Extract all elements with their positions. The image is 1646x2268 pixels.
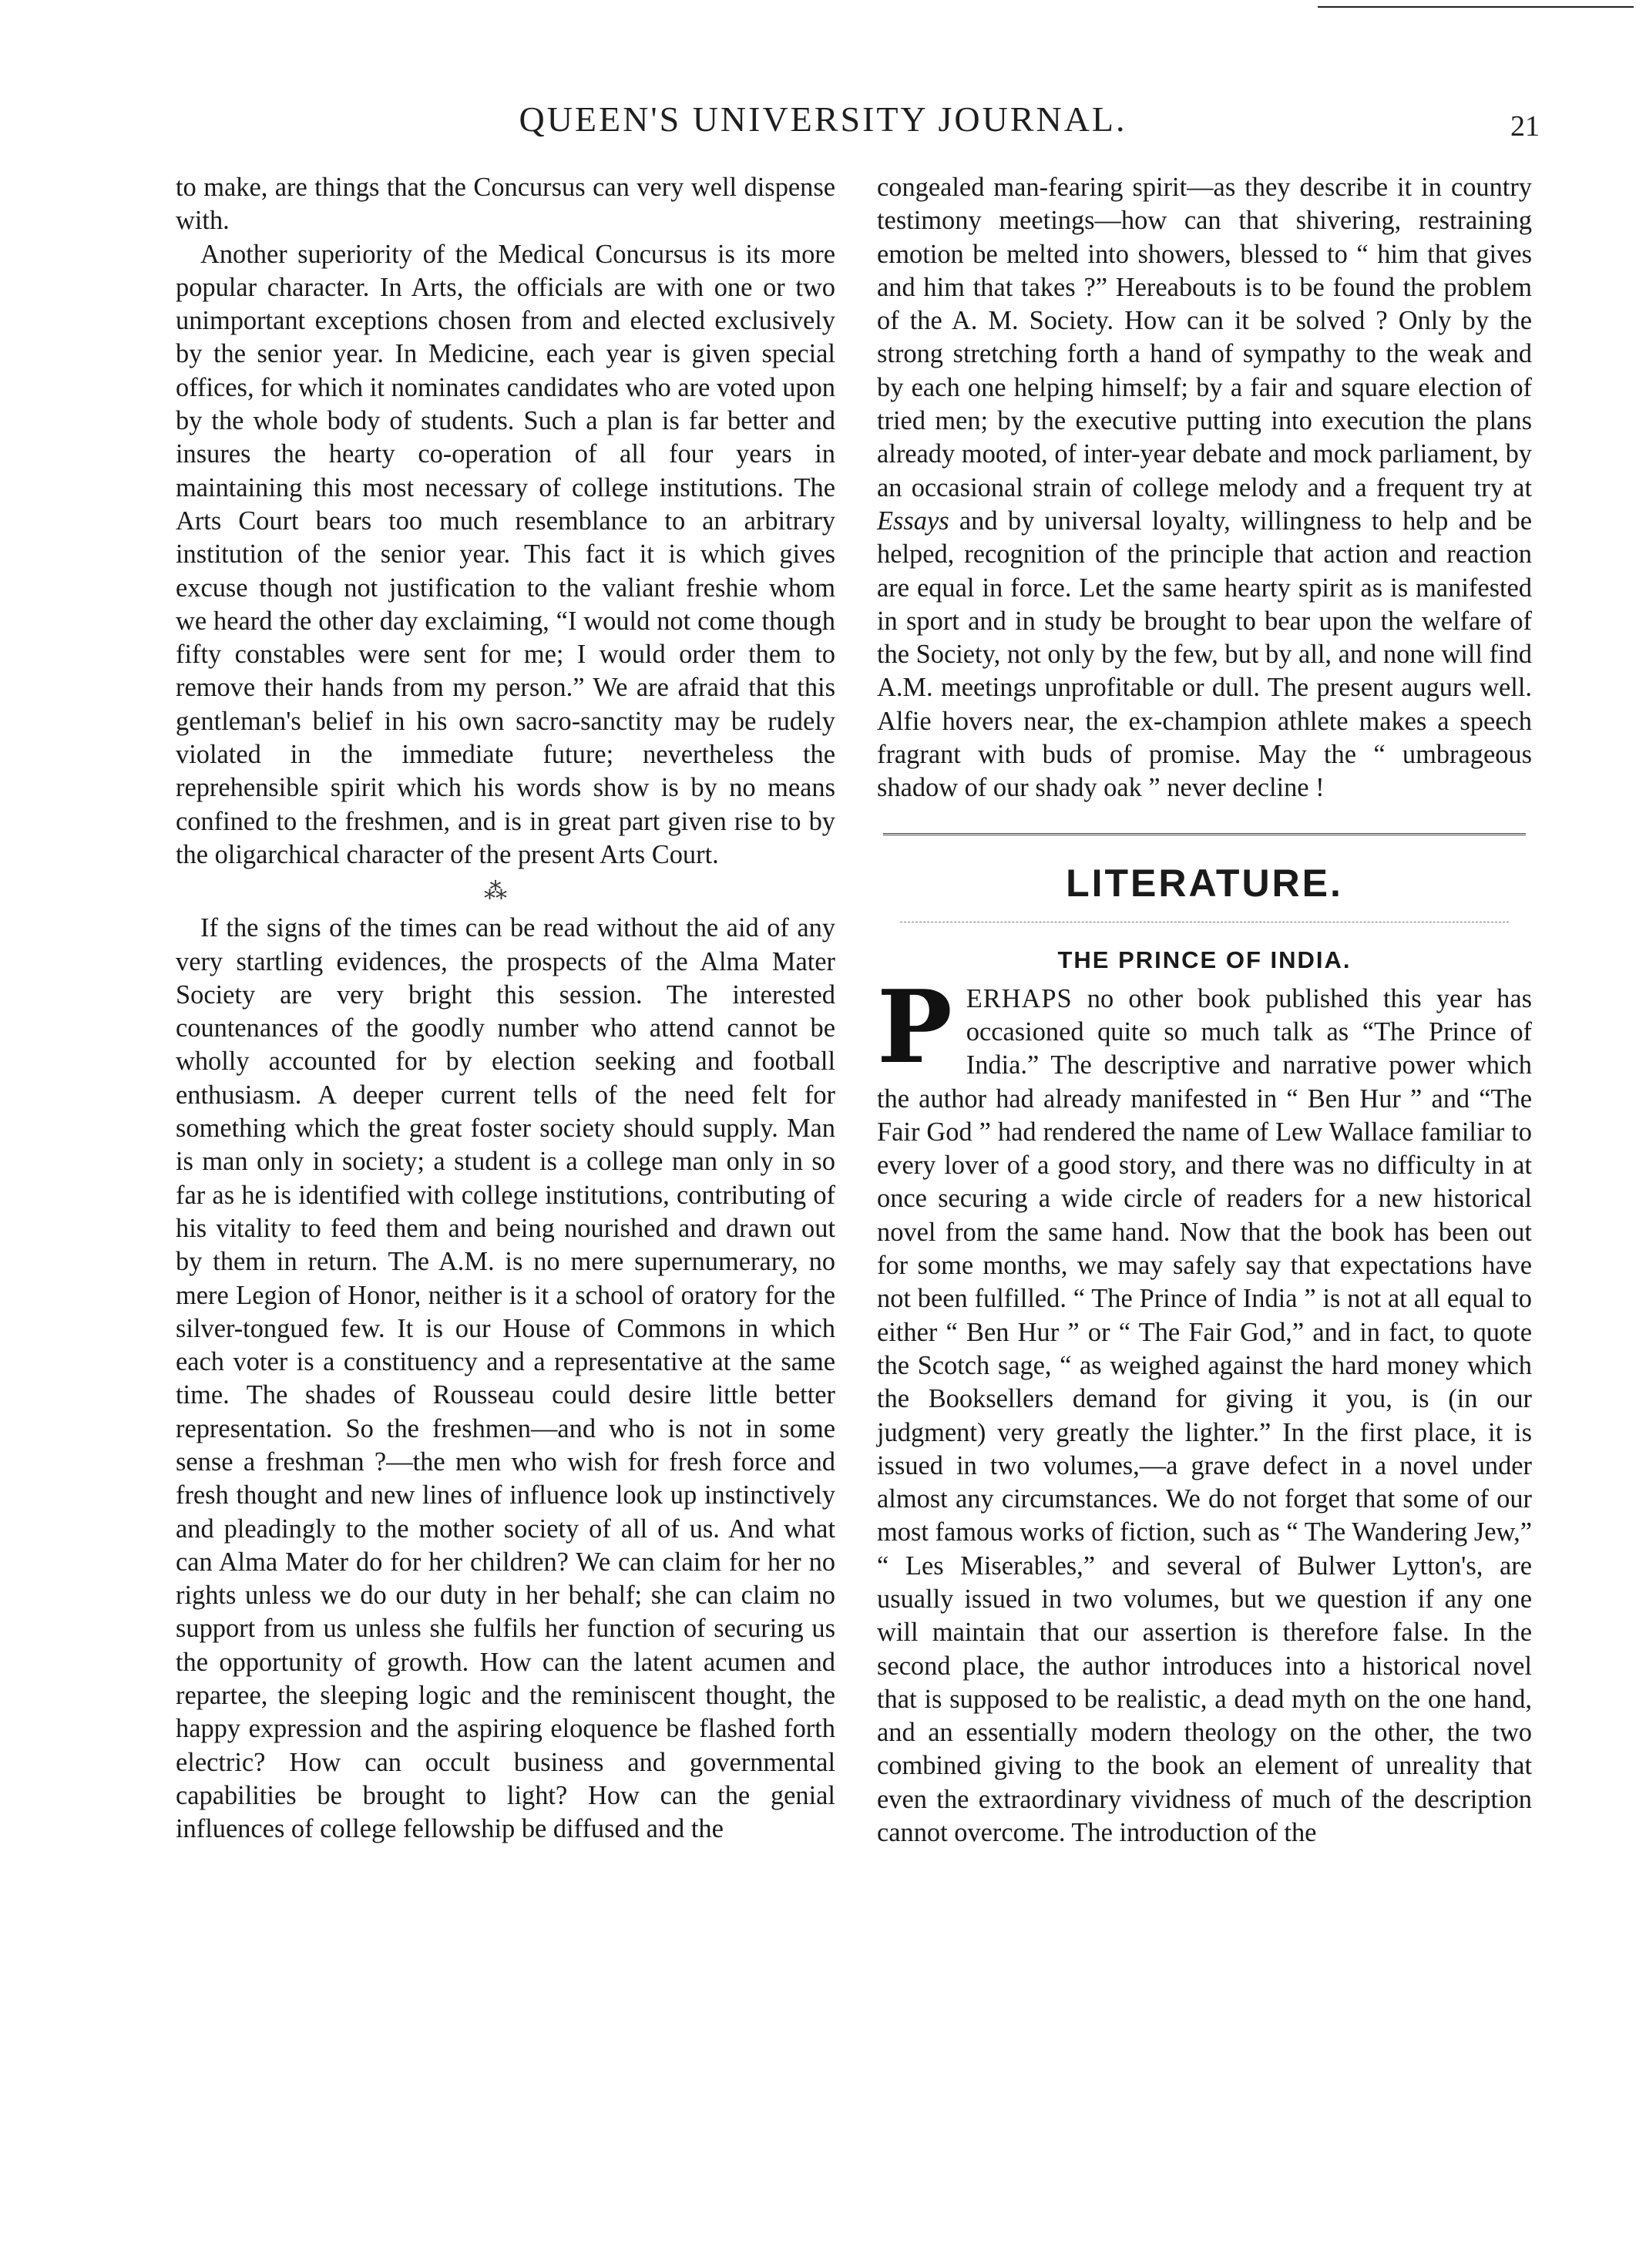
paragraph: Another superiority of the Medical Concursus is its more popular character. In Arts, the officials are with one or two unimportant exceptions chosen from and elected exclusively by the senior year. In Medicine, each year is given special offices, for which it nominates candidates who are voted upon by the whole body of students. Such a plan is far better and insures the hearty co-operation of all four years in maintaining this most necessary of college institutions. The Arts Court bears too much resemblance to an arbitrary institution of the senior year. This fact it is which gives excuse though not justification to the valiant freshie whom we heard the other day exclaiming, “I would not come though fifty constables were sent for me; I would order them to remove their hands from my person.” We are afraid that this gentleman's belief in his own sacro-sanctity may be rudely violated in the immediate future; nevertheless the reprehensible spirit which his words show is by no means confined to the freshmen, and is in great part given rise to by the oligarchical character of the present Arts Court. bbox=[176, 239, 835, 869]
paragraph-text: and by universal loyalty, willingness to help and be helped, recognition of the principle that action and reaction are equal in force. Let the same hearty spirit as is manifested in sport and in study be brought to bear upon the welfare of the Society, not only by the few, but by all, and none will find A.M. meetings unprofitable or dull. The present augurs well. Alfie hovers near, the ex-champion athlete makes a speech fragrant with buds of promise. May the “ umbrageous shadow of our shady oak ” never decline ! bbox=[877, 506, 1532, 803]
article-paragraph bbox=[877, 967, 1532, 1850]
article-text: no other book published this year has occasioned quite so much talk as “The Prince of India.” The descriptive and narrative power which the author had already manifested in “ Ben Hur ” and “The Fair God ” had rendered the name of Lew Wallace familiar to every lover of a good story, and there was no difficulty in at once securing a wide circle of readers for a new historical novel from the same hand. Now that the book has been out for some months, we may safely say that expectations have not been fulfilled. “ The Prince of India ” is not at all equal to either “ Ben Hur ” or “ The Fair God,” and in fact, to quote the Scotch sage, “ as weighed against the hard money which the Booksellers demand for giving it you, is (in our judgment) very greatly the lighter.” In the first place, it is issued in two volumes,—a grave defect in a novel under almost any circumstances. We do not forget that some of our most famous works of fiction, such as “ The Wandering Jew,” “ Les Miserables,” and several of Bulwer Lytton's, are usually issued in two volumes, but we question if any one will maintain that our assertion is therefore false. In the second place, the author introduces into a historical novel that is supposed to be realistic, a dead myth on the one hand, and an essentially modern theology on the other, the two combined giving to the book an element of unreality that even the extraordinary vividness of much of the description cannot overcome. The introduction of the bbox=[877, 983, 1532, 1848]
drop-cap: P bbox=[877, 967, 952, 1086]
paragraph-text: congealed man-fearing spirit—as they describe it in country testimony meetings—how can that shivering, restraining emotion be melted into showers, blessed to “ him that gives and him that takes ?” Hereabouts is to be found the problem of the A. M. Society. How can it be solved ? Only by the strong stretching forth a hand of sympathy to the weak and by each one helping himself; by a fair and square election of tried men; by the executive putting into execution the plans already mooted, of inter-year debate and mock parliament, by an occasional strain of college melody and a frequent try at bbox=[877, 173, 1532, 502]
page-number: 21 bbox=[1510, 110, 1540, 143]
asterism-separator: ⁂ bbox=[484, 879, 527, 905]
paragraph: If the signs of the times can be read without the aid of any very startling evidences, the prospects of the Alma Mater Society are very bright this session. The interested countenances of the goodly number who attend cannot be wholly accounted for by election seeking and football enthusiasm. A deeper current tells of the need felt for something which the great foster society should supply. Man is man only in society; a student is a college man only in so far as he is identified with college institutions, contributing of his vitality to feed them and being nourished and drawn out by them in return. The A.M. is no mere supernumerary, no mere Legion of Honor, neither is it a school of oratory for the silver-tongued few. It is our House of Commons in which each voter is a constituency and a representative at the same time. The shades of Rousseau could desire little better representation. So the freshmen—and who is not in some sense a freshman ?—the men who wish for fresh force and fresh thought and new lines of influence look up instinctively and pleadingly to the mother society of all of us. And what can Alma Mater do for her children? We can claim for her no rights unless we do our duty in her behalf; she can claim no support from us unless she fulfils her function of securing us the opportunity of growth. How can the latent acumen and repartee, the sleeping logic and the reminiscent thought, the happy expression and the aspiring eloquence be flashed forth electric? How can occult business and governmental capabilities be brought to light? How can the genial influences of college fellowship be diffused and the bbox=[176, 913, 835, 1844]
article-title: THE PRINCE OF INDIA. bbox=[1057, 946, 1352, 973]
section-divider bbox=[883, 833, 1526, 835]
left-column bbox=[176, 171, 835, 1846]
paragraph bbox=[877, 171, 1532, 805]
running-head: QUEEN'S UNIVERSITY JOURNAL. bbox=[519, 99, 1127, 139]
section-heading: LITERATURE. bbox=[1066, 861, 1343, 905]
lead-word: ERHAPS bbox=[966, 983, 1073, 1013]
italic-title: Essays bbox=[877, 506, 949, 536]
right-column bbox=[877, 171, 1532, 1850]
paragraph: to make, are things that the Concursus can very well dispense with. bbox=[176, 173, 835, 236]
top-rule bbox=[1318, 6, 1634, 8]
